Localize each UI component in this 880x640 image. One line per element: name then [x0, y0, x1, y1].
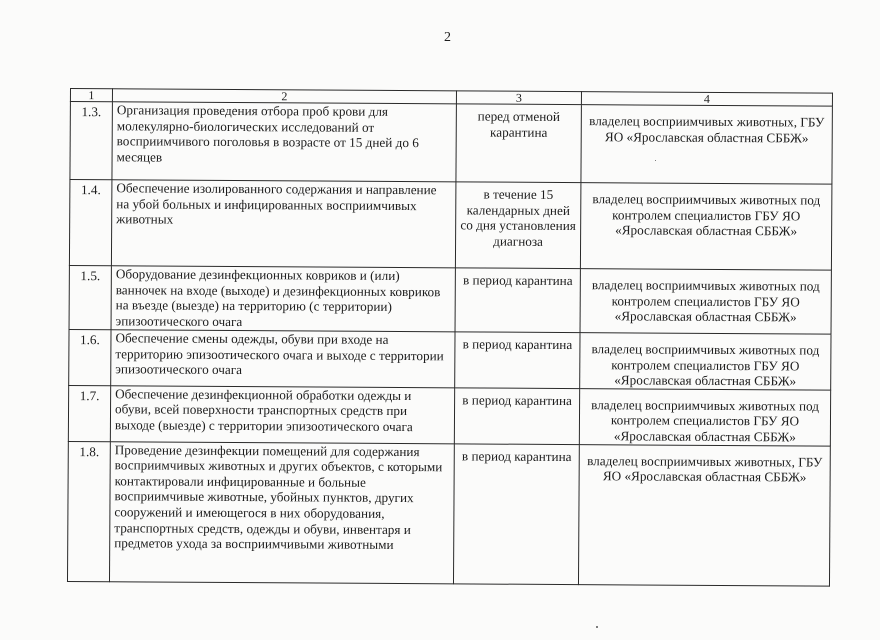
row-term: в период карантина [453, 443, 579, 584]
row-number: 1.6. [69, 329, 111, 385]
row-responsible: владелец восприимчивых животных под контролем специалистов ГБУ ЯО «Ярославская областная СББЖ» [580, 333, 831, 390]
row-action: Организация проведения отбора проб крови для молекулярно-биологических исследований от восприимчивого поголовья в возрасте от 15 дней до 6 месяцев [112, 102, 456, 182]
row-action: Обеспечение дезинфекционной обработки одежды и обуви, всей поверхности транспортных средств при выходе (выезде) с территории эпизоотического очага [110, 386, 454, 444]
row-responsible: владелец восприимчивых животных под контролем специалистов ГБУ ЯО «Ярославская областная СББЖ» [579, 388, 830, 445]
row-action: Проведение дезинфекции помещений для содержания восприимчивых животных и других объектов, с которыми контактировали инфицированные и больные восприимчивые животные, убойных пунктов, других сооружений и имеющегося в них оборудования, транспортных средств, одежды и обуви, инвентаря и предметов ухода за восприимчивыми животными [109, 441, 454, 583]
row-term: в течение 15 календарных дней со дня установления диагноза [455, 182, 581, 269]
table-row [67, 441, 830, 586]
row-term: в период карантина [455, 332, 580, 389]
scan-speck [596, 626, 598, 628]
header-cell-4: 4 [581, 92, 832, 107]
page-number: 2 [444, 30, 451, 45]
row-responsible: владелец восприимчивых животных, ГБУ ЯО «Ярославская областная СББЖ» [578, 444, 830, 586]
row-number: 1.3. [70, 102, 112, 180]
measures-table [67, 88, 833, 586]
row-action: Обеспечение изолированного содержания и направление на убой больных и инфицированных восприимчивых животных [111, 180, 456, 268]
row-term: перед отменой карантина [456, 104, 581, 183]
row-action: Оборудование дезинфекционных ковриков и (или) ванночек на входе (выходе) и дезинфекционных ковриков на въезде (выезде) на территорию (с территории) эпизоотического очага [111, 266, 455, 332]
header-cell-1: 1 [70, 89, 112, 102]
table-row [68, 385, 830, 445]
row-number: 1.5. [69, 265, 111, 329]
row-action: Обеспечение смены одежды, обуви при входе на территорию эпизоотического очага и выходе с территории эпизоотического очага [111, 330, 455, 388]
table-row [69, 265, 831, 334]
header-cell-3: 3 [456, 91, 581, 105]
row-responsible: владелец восприимчивых животных под контролем специалистов ГБУ ЯО «Ярославская областная СББЖ» [580, 269, 831, 335]
row-responsible: владелец восприимчивых животных, ГБУ ЯО «Ярославская областная СББЖ» [581, 105, 832, 185]
row-number: 1.7. [68, 385, 110, 441]
header-cell-2: 2 [112, 89, 456, 104]
row-number: 1.8. [67, 441, 110, 581]
table-row [69, 329, 831, 389]
table-row [70, 102, 832, 185]
scan-speck [655, 160, 656, 161]
row-responsible: владелец восприимчивых животных под контролем специалистов ГБУ ЯО «Ярославская областная СББЖ» [580, 183, 832, 271]
row-term: в период карантина [455, 268, 580, 333]
table-row [69, 180, 832, 271]
row-term: в период карантина [454, 388, 579, 445]
row-number: 1.4. [69, 180, 112, 266]
